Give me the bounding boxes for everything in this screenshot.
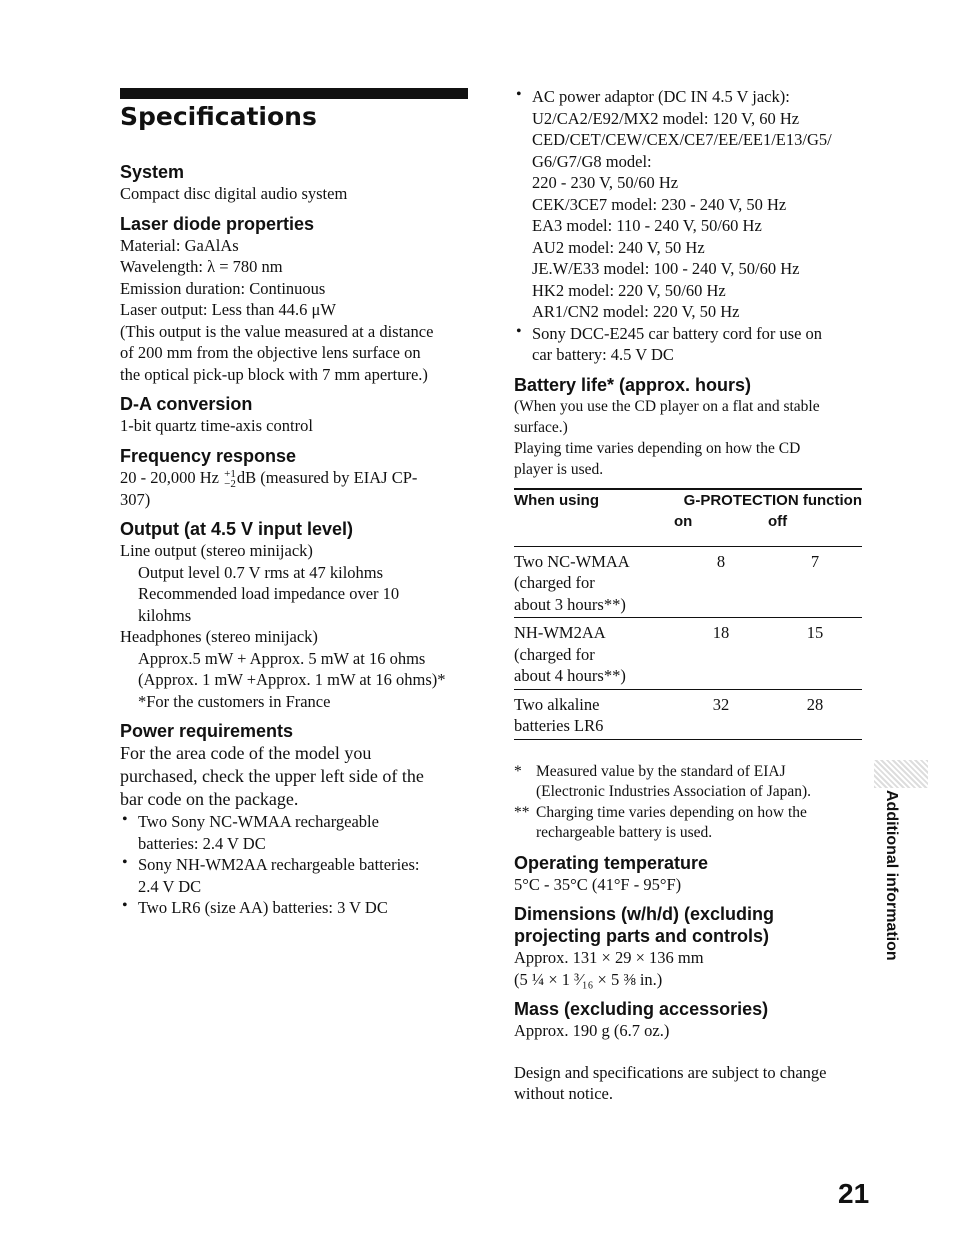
page-title: Specifications (120, 102, 317, 131)
da-line: 1-bit quartz time-axis control (120, 416, 313, 435)
headphones-detail: (Approx. 1 mW +Approx. 1 mW at 16 ohms)* (138, 670, 446, 690)
car-line: car battery: 4.5 V DC (532, 345, 674, 364)
section-dimensions (514, 903, 866, 990)
heading-frequency: Frequency response (120, 445, 297, 466)
laser-line: Emission duration: Continuous (120, 278, 326, 298)
table-row (514, 689, 862, 739)
laser-line: Wavelength: λ = 780 nm (120, 257, 283, 276)
design-line: Design and specifications are subject to change (514, 1062, 827, 1082)
row-on-value: 18 (712, 623, 730, 642)
frequency-line-2: 307) (120, 489, 151, 509)
ac-line: CEK/3CE7 model: 230 - 240 V, 50 Hz (532, 194, 787, 214)
section-da (120, 393, 480, 437)
power-bullet (120, 811, 480, 854)
car-line: • Sony DCC-E245 car battery cord for use on (532, 323, 823, 343)
design-notice (514, 1062, 866, 1105)
temperature-line: 5°C - 35°C (41°F - 95°F) (514, 874, 682, 894)
frequency-range: 20 - 20,000 Hz (120, 467, 224, 487)
section-frequency (120, 445, 480, 511)
ac-line: JE.W/E33 model: 100 - 240 V, 50/60 Hz (532, 259, 800, 278)
battery-note: player is used. (514, 460, 604, 478)
row-label (514, 546, 674, 618)
laser-line: Laser output: Less than 44.6 μW (120, 300, 336, 319)
ac-line: U2/CA2/E92/MX2 model: 120 V, 60 Hz (532, 108, 800, 128)
frequency-line (120, 467, 480, 489)
side-tab-marker (874, 760, 928, 788)
row-label-line: NH-WM2AA (514, 623, 606, 642)
line-output-label: Line output (stereo minijack) (120, 541, 313, 561)
heading-output: Output (at 4.5 V input level) (120, 519, 354, 540)
section-laser (120, 213, 480, 386)
line-output-detail: Recommended load impedance over 10 (138, 584, 400, 604)
heading-power: Power requirements (120, 721, 294, 742)
system-line: Compact disc digital audio system (120, 184, 348, 203)
row-label-line: (charged for (514, 573, 595, 592)
ac-line: EA3 model: 110 - 240 V, 50/60 Hz (532, 216, 762, 235)
power-bullet-line: • Two Sony NC-WMAA rechargeable (138, 812, 379, 832)
mass-line: Approx. 190 g (6.7 oz.) (514, 1021, 670, 1040)
side-tab-label: Additional information (883, 790, 900, 961)
table-row (514, 618, 862, 690)
footnote-mark: ** (514, 803, 530, 821)
col-empty (514, 511, 674, 547)
heading-mass: Mass (excluding accessories) (514, 999, 769, 1019)
col-off: off (768, 512, 788, 530)
battery-note: surface.) (514, 418, 568, 436)
ac-line: G6/G7/G8 model: (532, 151, 652, 171)
footnote-line: Charging time varies depending on how the (536, 803, 807, 821)
laser-line: (This output is the value measured at a distance (120, 321, 434, 341)
table-header-row (514, 489, 862, 511)
heading-da: D-A conversion (120, 394, 253, 414)
footnote-line: (Electronic Industries Association of Japan). (536, 783, 812, 800)
row-on-value: 32 (712, 694, 730, 714)
footnote (514, 803, 866, 844)
heading-temperature: Operating temperature (514, 852, 709, 873)
heading-dimensions: Dimensions (w/h/d) (excluding (514, 904, 775, 924)
col-when-using: When using (514, 491, 599, 509)
table-subheader-row (514, 511, 862, 547)
power-intro: purchased, check the upper left side of the (120, 766, 424, 787)
headphones-label: Headphones (stereo minijack) (120, 627, 318, 647)
section-system (120, 161, 480, 205)
dimensions-line: Approx. 131 × 29 × 136 mm (514, 948, 704, 967)
row-off-value: 28 (806, 694, 824, 714)
table-row (514, 546, 862, 618)
row-label-line: Two NC-WMAA (514, 551, 630, 571)
line-output-detail: Output level 0.7 V rms at 47 kilohms (138, 562, 384, 582)
laser-line: of 200 mm from the objective lens surface on (120, 343, 421, 362)
headphones-detail: Approx.5 mW + Approx. 5 mW at 16 ohms (138, 648, 426, 668)
row-label-line: (charged for (514, 644, 595, 664)
power-bullet (120, 854, 480, 897)
row-label-line: batteries LR6 (514, 716, 604, 735)
row-label-line: about 3 hours**) (514, 594, 626, 614)
section-output (120, 518, 480, 712)
footnote-line: Measured value by the standard of EIAJ (536, 762, 786, 780)
power-bullet (120, 897, 480, 919)
heading-laser: Laser diode properties (120, 213, 315, 234)
ac-adaptor-bullet (514, 86, 866, 323)
title-rule (120, 88, 468, 99)
tolerance-minus: −2 (224, 477, 236, 490)
power-intro: bar code on the package. (120, 789, 299, 810)
heading-system: System (120, 162, 185, 182)
row-label (514, 689, 674, 739)
design-line: without notice. (514, 1084, 613, 1103)
line-output-detail: kilohms (138, 605, 192, 625)
ac-line: CED/CET/CEW/CEX/CE7/EE/EE1/E13/G5/ (532, 130, 832, 149)
laser-line: Material: GaAlAs (120, 235, 239, 255)
power-intro: For the area code of the model you (120, 743, 372, 764)
battery-note: Playing time varies depending on how the CD (514, 439, 801, 457)
ac-line: AR1/CN2 model: 220 V, 50 Hz (532, 302, 740, 321)
row-off-value: 7 (810, 551, 820, 571)
heading-dimensions-2: projecting parts and controls) (514, 926, 770, 946)
power-bullet-line: batteries: 2.4 V DC (138, 833, 266, 853)
ac-line: 220 - 230 V, 50/60 Hz (532, 173, 679, 192)
page-number: 21 (838, 1178, 870, 1209)
row-label-line: about 4 hours**) (514, 666, 626, 685)
col-gprotection: G-PROTECTION function (683, 491, 862, 509)
power-bullet-line: • Two LR6 (size AA) batteries: 3 V DC (138, 898, 388, 918)
footnote-line: rechargeable battery is used. (536, 824, 713, 841)
car-cord-bullet (514, 323, 866, 366)
headphones-detail: *For the customers in France (138, 691, 331, 711)
footnote-mark: * (514, 762, 522, 780)
section-battery (514, 374, 866, 844)
ac-line: AU2 model: 240 V, 50 Hz (532, 237, 705, 257)
battery-life-table (514, 488, 862, 740)
dimensions-line: (5 ¼ × 1 ³⁄₁₆ × 5 ⅜ in.) (514, 969, 663, 989)
col-on: on (674, 512, 693, 530)
laser-line: the optical pick-up block with 7 mm aperture.) (120, 364, 428, 384)
section-mass (514, 998, 866, 1042)
row-off-value: 15 (806, 623, 824, 642)
heading-battery: Battery life* (approx. hours) (514, 374, 752, 395)
tolerance-plus: +1 (224, 467, 236, 480)
power-bullet-line: 2.4 V DC (138, 876, 202, 896)
power-bullet-line: • Sony NH-WM2AA rechargeable batteries: (138, 855, 420, 875)
section-temperature (514, 852, 866, 896)
footnote (514, 762, 866, 803)
section-power (120, 720, 480, 919)
row-label (514, 618, 674, 690)
ac-line: HK2 model: 220 V, 50/60 Hz (532, 280, 726, 300)
ac-line: • AC power adaptor (DC IN 4.5 V jack): (532, 87, 790, 106)
row-on-value: 8 (716, 551, 726, 571)
battery-note: (When you use the CD player on a flat and stable (514, 397, 820, 415)
left-column (120, 88, 480, 927)
frequency-unit: dB (measured by EIAJ CP- (236, 467, 418, 487)
right-column (514, 86, 866, 1105)
row-label-line: Two alkaline (514, 694, 600, 714)
battery-footnotes (514, 762, 866, 844)
frequency-tolerance (224, 469, 236, 489)
